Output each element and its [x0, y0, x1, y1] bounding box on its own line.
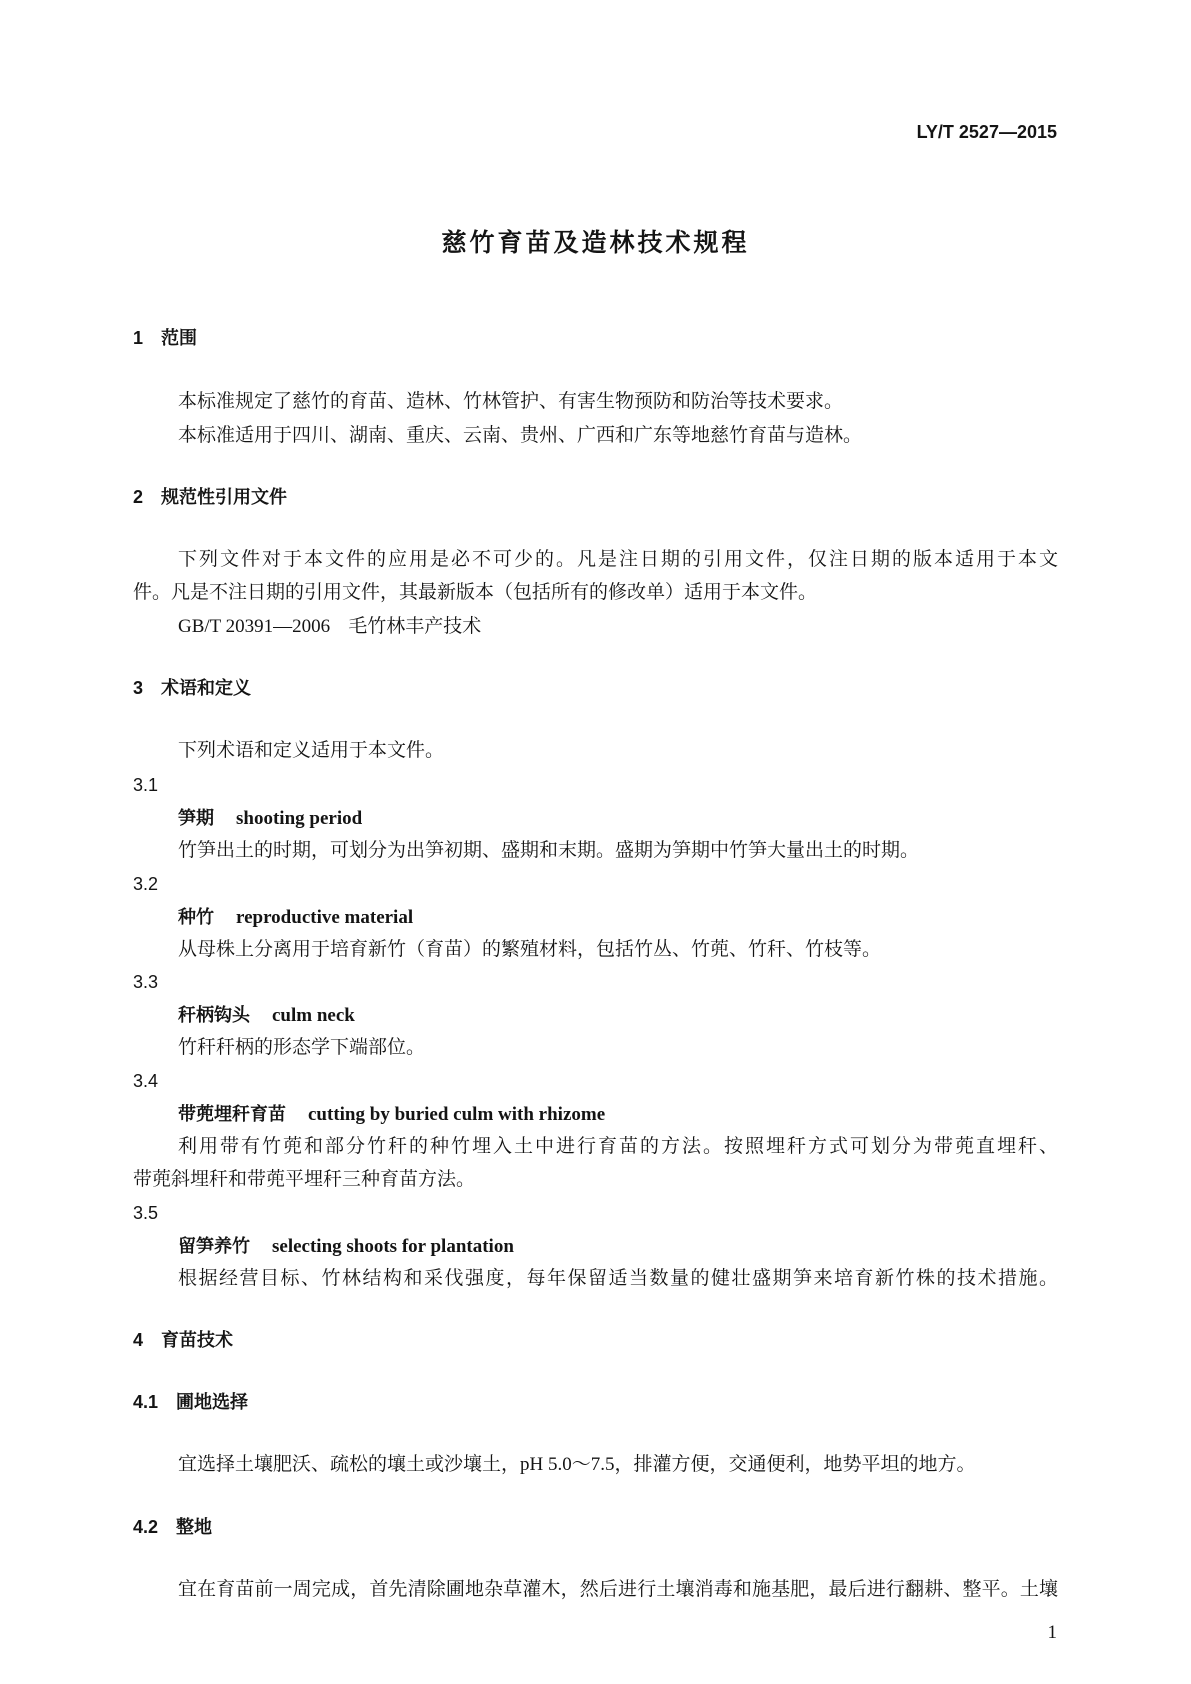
paragraph-line: 下列术语和定义适用于本文件。 — [178, 740, 445, 761]
clause-number: 3.4 — [133, 1071, 159, 1091]
term-entry — [178, 1102, 605, 1126]
term-english: cutting by buried culm with rhizome — [308, 1104, 606, 1125]
term-chinese: 种竹 — [178, 907, 214, 927]
term-definition: 从母株上分离用于培育新竹（育苗）的繁殖材料，包括竹丛、竹蔸、竹秆、竹枝等。 — [178, 939, 882, 960]
subsection-4-1-heading — [133, 1390, 248, 1414]
subsection-title: 圃地选择 — [176, 1392, 249, 1412]
document-title: 慈竹育苗及造林技术规程 — [441, 229, 750, 257]
subsection-4-2-heading — [133, 1515, 212, 1539]
section-4-heading — [133, 1328, 233, 1352]
term-english: shooting period — [236, 808, 363, 829]
term-definition: 带蔸斜埋秆和带蔸平埋秆三种育苗方法。 — [133, 1169, 476, 1190]
clause-number: 3.5 — [133, 1203, 159, 1223]
term-chinese: 留笋养竹 — [178, 1236, 250, 1256]
normative-reference — [178, 615, 481, 639]
standard-code: LY/T 2527—2015 — [916, 122, 1057, 142]
paragraph-line: 宜选择土壤肥沃、疏松的壤土或沙壤土，pH 5.0～7.5，排灌方便，交通便利，地势平坦的地方。 — [178, 1454, 976, 1475]
subsection-number: 4.2 — [133, 1517, 159, 1537]
term-english: culm neck — [272, 1005, 355, 1026]
section-number: 2 — [133, 487, 144, 507]
subsection-title: 整地 — [176, 1517, 213, 1537]
section-1-heading — [133, 326, 197, 350]
clause-number: 3.3 — [133, 972, 159, 992]
term-definition: 利用带有竹蔸和部分竹秆的种竹埋入土中进行育苗的方法。按照埋秆方式可划分为带蔸直埋秆、 — [178, 1136, 1058, 1157]
term-chinese: 秆柄钩头 — [178, 1005, 250, 1025]
section-title: 育苗技术 — [161, 1330, 234, 1350]
term-english: selecting shoots for plantation — [272, 1236, 514, 1257]
term-definition: 竹秆秆柄的形态学下端部位。 — [178, 1037, 426, 1058]
reference-code: GB/T 20391—2006 — [178, 616, 331, 637]
term-entry — [178, 806, 362, 830]
clause-number: 3.2 — [133, 874, 159, 894]
term-chinese: 笋期 — [178, 808, 214, 828]
page-number: 1 — [1047, 1622, 1057, 1643]
section-title: 术语和定义 — [161, 678, 252, 698]
paragraph-line: 本标准适用于四川、湖南、重庆、云南、贵州、广西和广东等地慈竹育苗与造林。 — [178, 425, 863, 446]
section-number: 4 — [133, 1330, 144, 1350]
clause-number: 3.1 — [133, 775, 159, 795]
term-entry — [178, 1003, 355, 1027]
paragraph-line: 下列文件对于本文件的应用是必不可少的。凡是注日期的引用文件，仅注日期的版本适用于本文 — [178, 549, 1058, 570]
section-title: 规范性引用文件 — [161, 487, 288, 507]
term-english: reproductive material — [236, 907, 414, 928]
term-entry — [178, 1234, 514, 1258]
section-number: 1 — [133, 328, 144, 348]
section-2-heading — [133, 485, 287, 509]
term-definition: 根据经营目标、竹林结构和采伐强度，每年保留适当数量的健壮盛期笋来培育新竹株的技术措施。 — [178, 1268, 1058, 1289]
paragraph-line: 宜在育苗前一周完成，首先清除圃地杂草灌木，然后进行土壤消毒和施基肥，最后进行翻耕、整平。土壤 — [178, 1579, 1058, 1600]
term-chinese: 带蔸埋秆育苗 — [178, 1104, 286, 1124]
paragraph-line: 件。凡是不注日期的引用文件，其最新版本（包括所有的修改单）适用于本文件。 — [133, 582, 818, 603]
reference-name: 毛竹林丰产技术 — [348, 616, 482, 637]
paragraph-line: 本标准规定了慈竹的育苗、造林、竹林管护、有害生物预防和防治等技术要求。 — [178, 391, 844, 412]
term-definition: 竹笋出土的时期，可划分为出笋初期、盛期和末期。盛期为笋期中竹笋大量出土的时期。 — [178, 840, 920, 861]
section-number: 3 — [133, 678, 144, 698]
subsection-number: 4.1 — [133, 1392, 159, 1412]
term-entry — [178, 905, 413, 929]
section-3-heading — [133, 676, 251, 700]
section-title: 范围 — [161, 328, 198, 348]
